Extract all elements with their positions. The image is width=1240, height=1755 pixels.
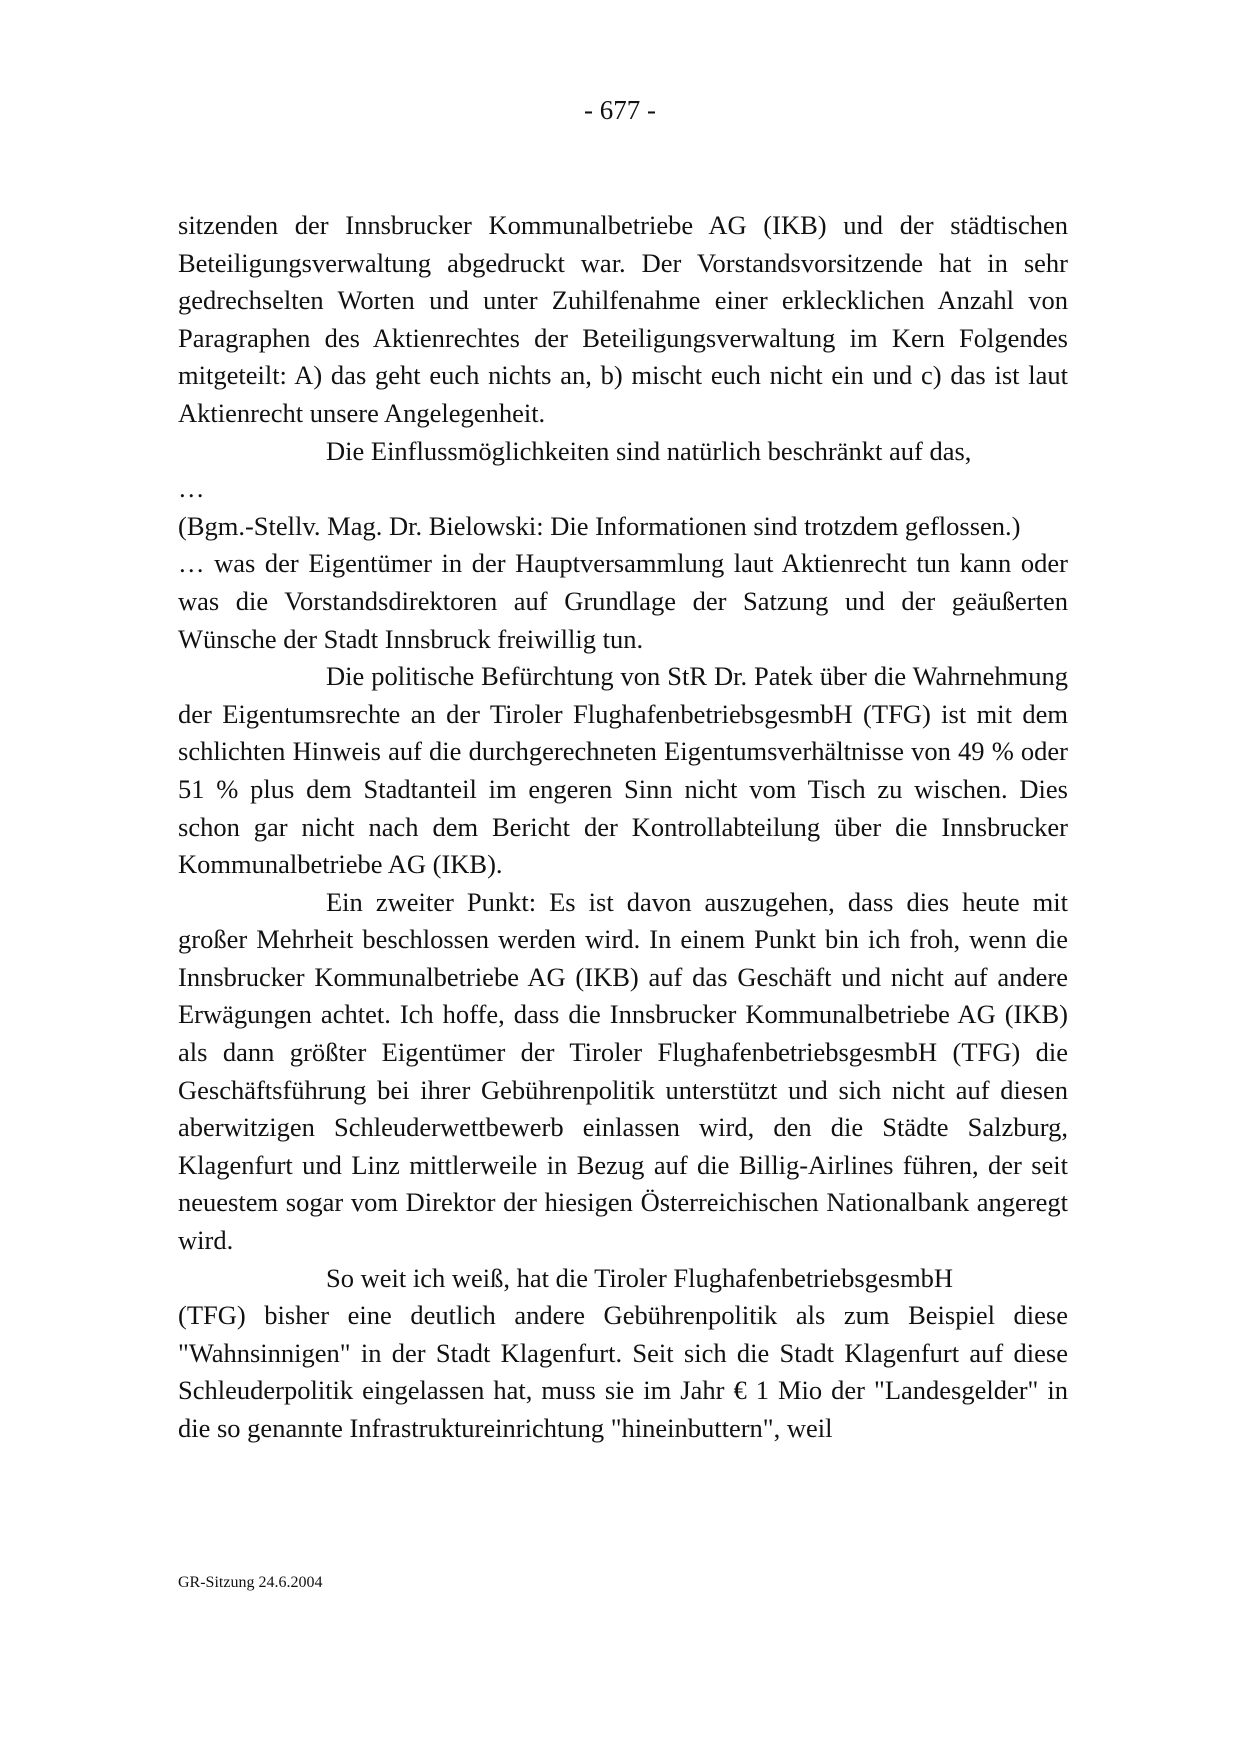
page-number: - 677 - [584,95,656,125]
paragraph: … was der Eigentümer in der Hauptversammlung laut Aktienrecht tun kann oder was die Vorstandsdirektoren auf Grundlage der Satzung und der geäußerten Wünsche der Stadt Innsbruck freiwillig tun. [178,548,1068,654]
paragraph: (TFG) bisher eine deutlich andere Gebührenpolitik als zum Beispiel diese "Wahnsinnigen" in der Stadt Klagenfurt. Seit sich die Stadt Klagenfurt auf diese Schleuderpolitik eingelassen hat, muss sie im Jahr € 1 Mio der "Landesgelder" in die so genannte Infrastruktureinrichtung "hineinbuttern", weil [178,1300,1068,1443]
paragraph: Die Einflussmöglichkeiten sind natürlich beschränkt auf das, [326,435,972,466]
paragraph: So weit ich weiß, hat die Tiroler FlughafenbetriebsgesmbH [326,1262,954,1293]
interjection: (Bgm.-Stellv. Mag. Dr. Bielowski: Die Informationen sind trotzdem geflossen.) [178,510,1021,541]
paragraph: Ein zweiter Punkt: Es ist davon auszugehen, dass dies heute mit großer Mehrheit beschlossen werden wird. In einem Punkt bin ich froh, wenn die Innsbrucker Kommunalbetriebe AG (IKB) auf das Geschäft und nicht auf andere Erwägungen achtet. Ich hoffe, dass die Innsbrucker Kommunalbetriebe AG (IKB) als dann größter Eigentümer der Tiroler FlughafenbetriebsgesmbH (TFG) die Geschäftsführung bei ihrer Gebührenpolitik unterstützt und sich nicht auf diesen aberwitzigen Schleuderwettbewerb einlassen wird, den die Städte Salzburg, Klagenfurt und Linz mittlerweile in Bezug auf die Billig-Airlines führen, der seit neuestem sogar vom Direktor der hiesigen Österreichischen Nationalbank angeregt wird. [178,886,1068,1256]
document-body [178,207,1068,1448]
footer-session-date: GR-Sitzung 24.6.2004 [178,1574,323,1591]
ellipsis-line: … [178,473,205,504]
paragraph: sitzenden der Innsbrucker Kommunalbetriebe AG (IKB) und der städtischen Beteiligungsverwaltung abgedruckt war. Der Vorstandsvorsitzende hat in sehr gedrechselten Worten und unter Zuhilfenahme einer erklecklichen Anzahl von Paragraphen des Aktienrechtes der Beteiligungsverwaltung im Kern Folgendes mitgeteilt: A) das geht euch nichts an, b) mischt euch nicht ein und c) das ist laut Aktienrecht unsere Angelegenheit. [178,210,1068,428]
paragraph: Die politische Befürchtung von StR Dr. Patek über die Wahrnehmung der Eigentumsrechte an der Tiroler FlughafenbetriebsgesmbH (TFG) ist mit dem schlichten Hinweis auf die durchgerechneten Eigentumsverhältnisse von 49 % oder 51 % plus dem Stadtanteil im engeren Sinn nicht vom Tisch zu wischen. Dies schon gar nicht nach dem Bericht der Kontrollabteilung über die Innsbrucker Kommunalbetriebe AG (IKB). [178,661,1068,880]
